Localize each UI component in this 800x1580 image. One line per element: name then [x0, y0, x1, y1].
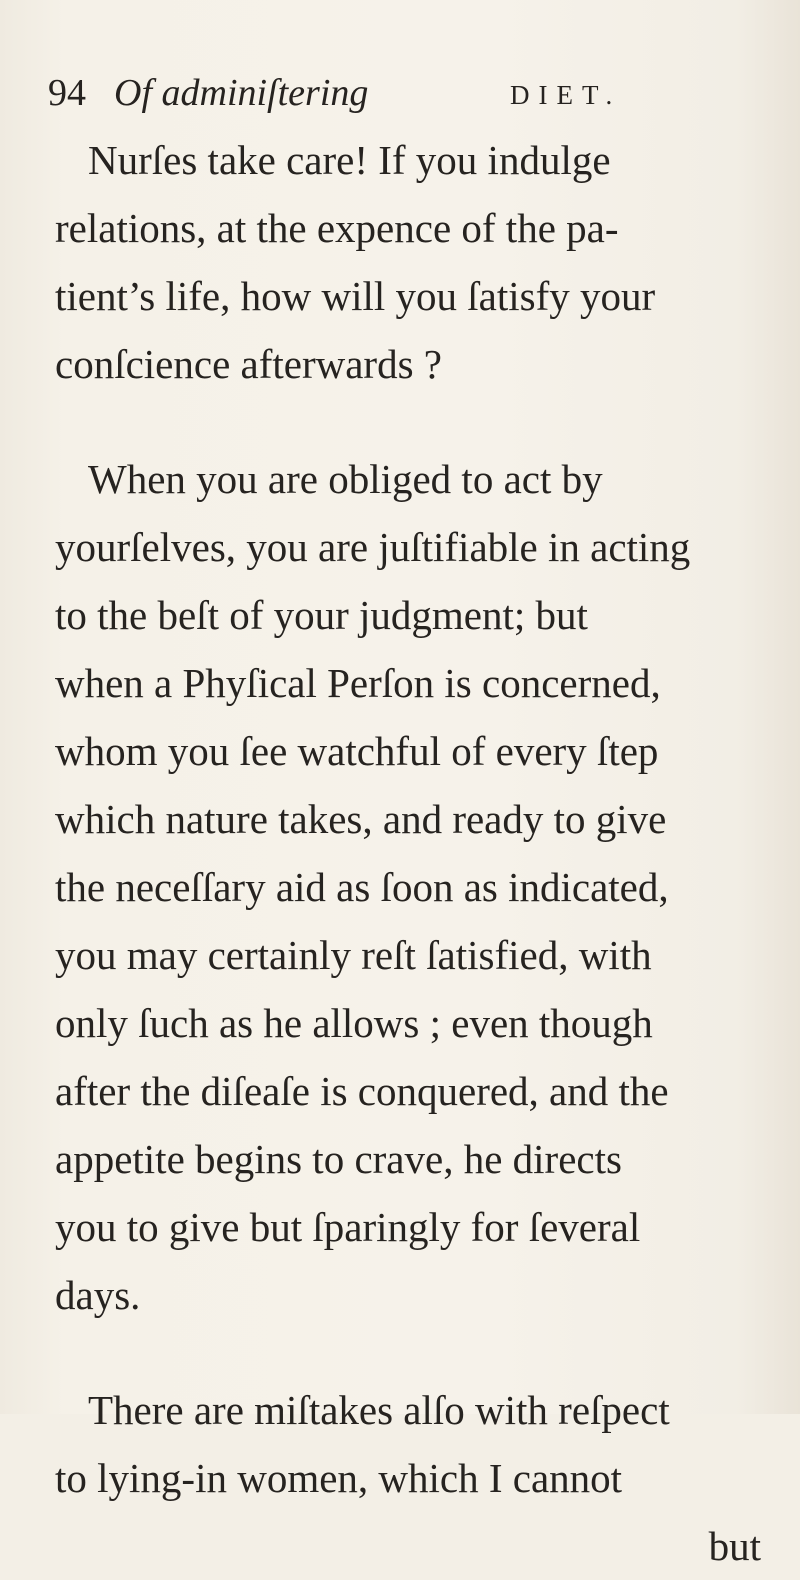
text-line: you to give but ſparingly for ſeveral	[55, 1204, 641, 1250]
paragraph-spacer	[55, 1329, 785, 1376]
text-line: after the diſeaſe is conquered, and the	[55, 1068, 669, 1114]
text-line: to the beſt of your judgment; but	[55, 592, 588, 638]
paragraph-spacer	[55, 398, 785, 445]
text-line: which nature takes, and ready to give	[55, 796, 667, 842]
text-line: When you are obliged to act by	[88, 456, 603, 502]
text-line: days.	[55, 1272, 141, 1318]
text-line: you may certainly reſt ſatisfied, with	[55, 932, 652, 978]
text-line: the neceſſary aid as ſoon as indicated,	[55, 864, 669, 910]
catchword: but	[708, 1523, 761, 1569]
text-line: There are miſtakes alſo with reſpect	[88, 1387, 670, 1433]
running-head	[48, 68, 768, 118]
text-line: conſcience afterwards ?	[55, 341, 442, 387]
text-line: appetite begins to crave, he directs	[55, 1136, 622, 1182]
paragraph-1	[55, 126, 785, 398]
text-line: to lying-in women, which I cannot	[55, 1455, 623, 1501]
text-line: tient’s life, how will you ſatisfy your	[55, 273, 656, 319]
text-line: yourſelves, you are juſtifiable in acting	[55, 524, 691, 570]
body-text	[55, 126, 785, 1580]
text-line: only ſuch as he allows ; even though	[55, 1000, 653, 1046]
text-line: Nurſes take care! If you indulge	[88, 137, 611, 183]
paragraph-2	[55, 445, 785, 1329]
page-number: 94	[48, 72, 86, 114]
running-section: DIET.	[510, 80, 622, 110]
text-line: relations, at the expence of the pa-	[55, 205, 619, 251]
text-line: when a Phyſical Perſon is concerned,	[55, 660, 661, 706]
text-line: whom you ſee watchful of every ſtep	[55, 728, 659, 774]
running-title: Of adminiſtering	[114, 72, 369, 114]
paragraph-3	[55, 1376, 785, 1512]
